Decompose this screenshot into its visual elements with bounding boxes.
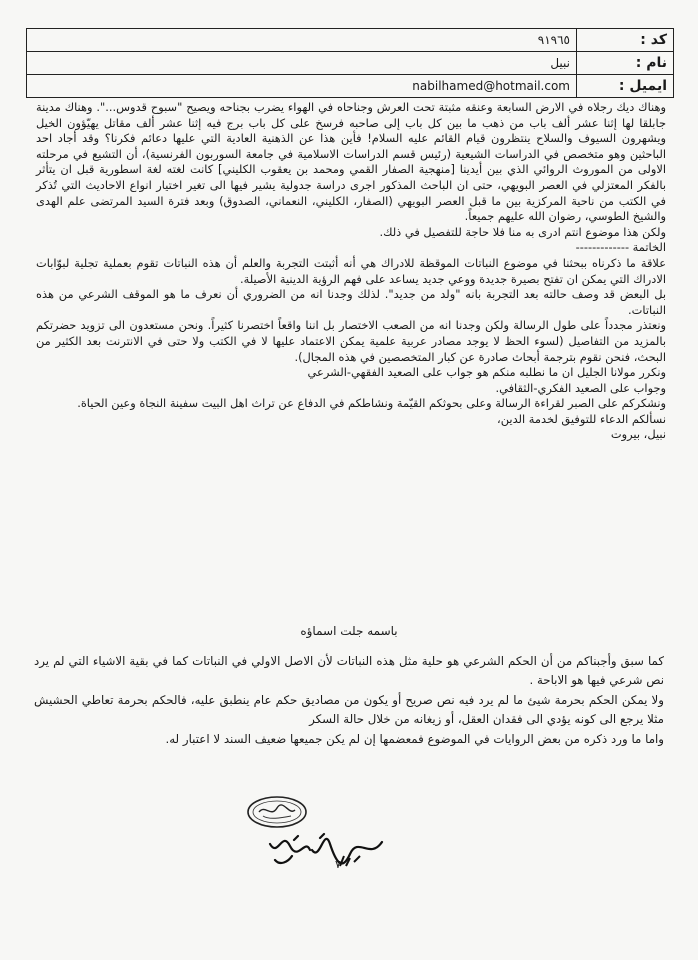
- body-paragraph: ولكن هذا موضوع انتم ادرى به منا فلا حاجة للتفصيل في ذلك.: [379, 224, 666, 239]
- conclusion-paragraph: ونشكركم على الصبر لقراءة الرسالة وعلى بحوثكم القيّمة ونشاطكم في الدفاع عن تراث اهل البيت سفينة النجاة وعين الحياة.: [77, 396, 666, 411]
- answer-title: باسمه جلت اسماؤه: [300, 624, 398, 638]
- page-number: ٧: [335, 858, 341, 871]
- email-value: nabilhamed@hotmail.com: [27, 75, 577, 98]
- handwritten-signature: [250, 832, 390, 872]
- official-seal-icon: [245, 794, 309, 830]
- header-form: [26, 28, 674, 98]
- conclusion-paragraph: علاقة ما ذكرناه ببحثنا في موضوع النباتات الموقظة للادراك هي أنه أثبتت التجربة والعلم أن هذه النباتات تقوم بعملية تجلية لبوّابات الادراك التي يمكن ان تفتح بصيرة جديدة ووعي جديد يساعد على فهم الرؤية الدينية الأصيلة.: [36, 255, 666, 286]
- name-label: نام :: [577, 52, 674, 75]
- conclusion-paragraph: ونعتذر مجدداً على طول الرسالة ولكن وجدنا انه من الصعب الاختصار بل اننا واقعاً اختصرنا كثيراً. ونحن مستعدون الى تزويد حضرتكم بالمزيد من التفاصيل (لسوء الحظ لا يوجد مصادر عربية علمية يمكن الاعتماد عليها لا في الكتب ولا حتى في الانترنت بعد الكثير من البحث، فنحن نقوم بترجمة أبحاث صادرة عن كبار المتخصصين في هذه المجال).: [36, 318, 666, 364]
- answer-paragraph: ولا يمكن الحكم بحرمة شيئ ما لم يرد فيه نص صريح أو يكون من مصاديق حكم عام ينطبق عليه، فالحكم بحرمة تعاطي الحشيش مثلا يرجع الى كونه يؤدي الى فقدان العقل، أو زيغانه من خلال حالة السكر: [34, 692, 664, 726]
- conclusion-paragraph: نسألكم الدعاء للتوفيق لخدمة الدين،: [497, 411, 666, 426]
- answer-section: [34, 622, 664, 749]
- code-value: ٩١٩٦٥: [27, 29, 577, 52]
- conclusion-paragraph: وجواب على الصعيد الفكري-الثقافي.: [495, 380, 666, 395]
- email-label: ايميل :: [577, 75, 674, 98]
- answer-paragraph: كما سبق وأجبناكم من أن الحكم الشرعي هو حلية مثل هذه النباتات لأن الاصل الاولي في النباتات كما في بقية الاشياء التي لم يرد نص شرعي فيها هو الاباحة .: [34, 653, 664, 687]
- conclusion-paragraph: ونكرر مولانا الجليل ان ما نطلبه منكم هو جواب على الصعيد الفقهي-الشرعي: [307, 365, 666, 380]
- conclusion-paragraph: بل البعض قد وصف حالته بعد التجربة بانه "ولد من جديد". لذلك وجدنا انه من الضروري أن نعرف ما هو الموقف الشرعي من هذه النباتات.: [36, 287, 666, 317]
- conclusion-heading: الخاتمة -------------: [575, 240, 666, 255]
- code-label: كد :: [577, 29, 674, 52]
- name-value: نبيل: [27, 52, 577, 75]
- answer-paragraph: واما ما ورد ذكره من بعض الروايات في الموضوع فمعضمها إن لم يكن جميعها ضعيف السند لا اعتبار له.: [165, 731, 664, 746]
- sender-signoff: نبيل، بيروت: [610, 427, 666, 442]
- body-paragraph: وهناك ديك رجلاه في الارض السابعة وعنقه مثبتة تحت العرش وجناحاه في الهواء يضرب بجناحه ويصيح "سبوح قدوس...". وهناك مدينة جابلقا لها إثنا عشر ألف باب من ذهب ما بين كل باب إلى صاحبه فرسخ على كل باب برج فيه إثنا عشر ألف مقاتل يهيّؤون الخيل ويشهرون السيوف والسلاح ينتظرون قيام القائم عليه السلام! فأين هذا عن الذهنية العادية التي عليها دعائم فكرنا؟ وقد أجاد احد الباحثين وهو متخصص في الدراسات الشيعية (رئيس قسم الدراسات الاسلامية في جامعة السوربون الفرنسية)، أن التشيع في مرحلته الاولى من الموروث الروائي الذي بين أيدينا [منهجية الصفار القمي ومحمد بن يعقوب الكليني] كانت لغته لغة اسطورية قبل ان يتأثر بالفكر المعتزلي في العصر البويهي، حتى ان الباحث المذكور اجرى دراسة جدولية يشير فيها الى تغير اختيار انواع الاحاديث التي تُذكر في الكتب من ناحية المركزية بين ما قبل العصر البويهي (الصفار، الكليني، النعماني، الصدوق) وبعد فترة السيد المرتضى علم الهدى والشيخ الطوسي، رضوان الله عليهم جميعاً.: [36, 100, 666, 224]
- letter-body: [36, 100, 666, 443]
